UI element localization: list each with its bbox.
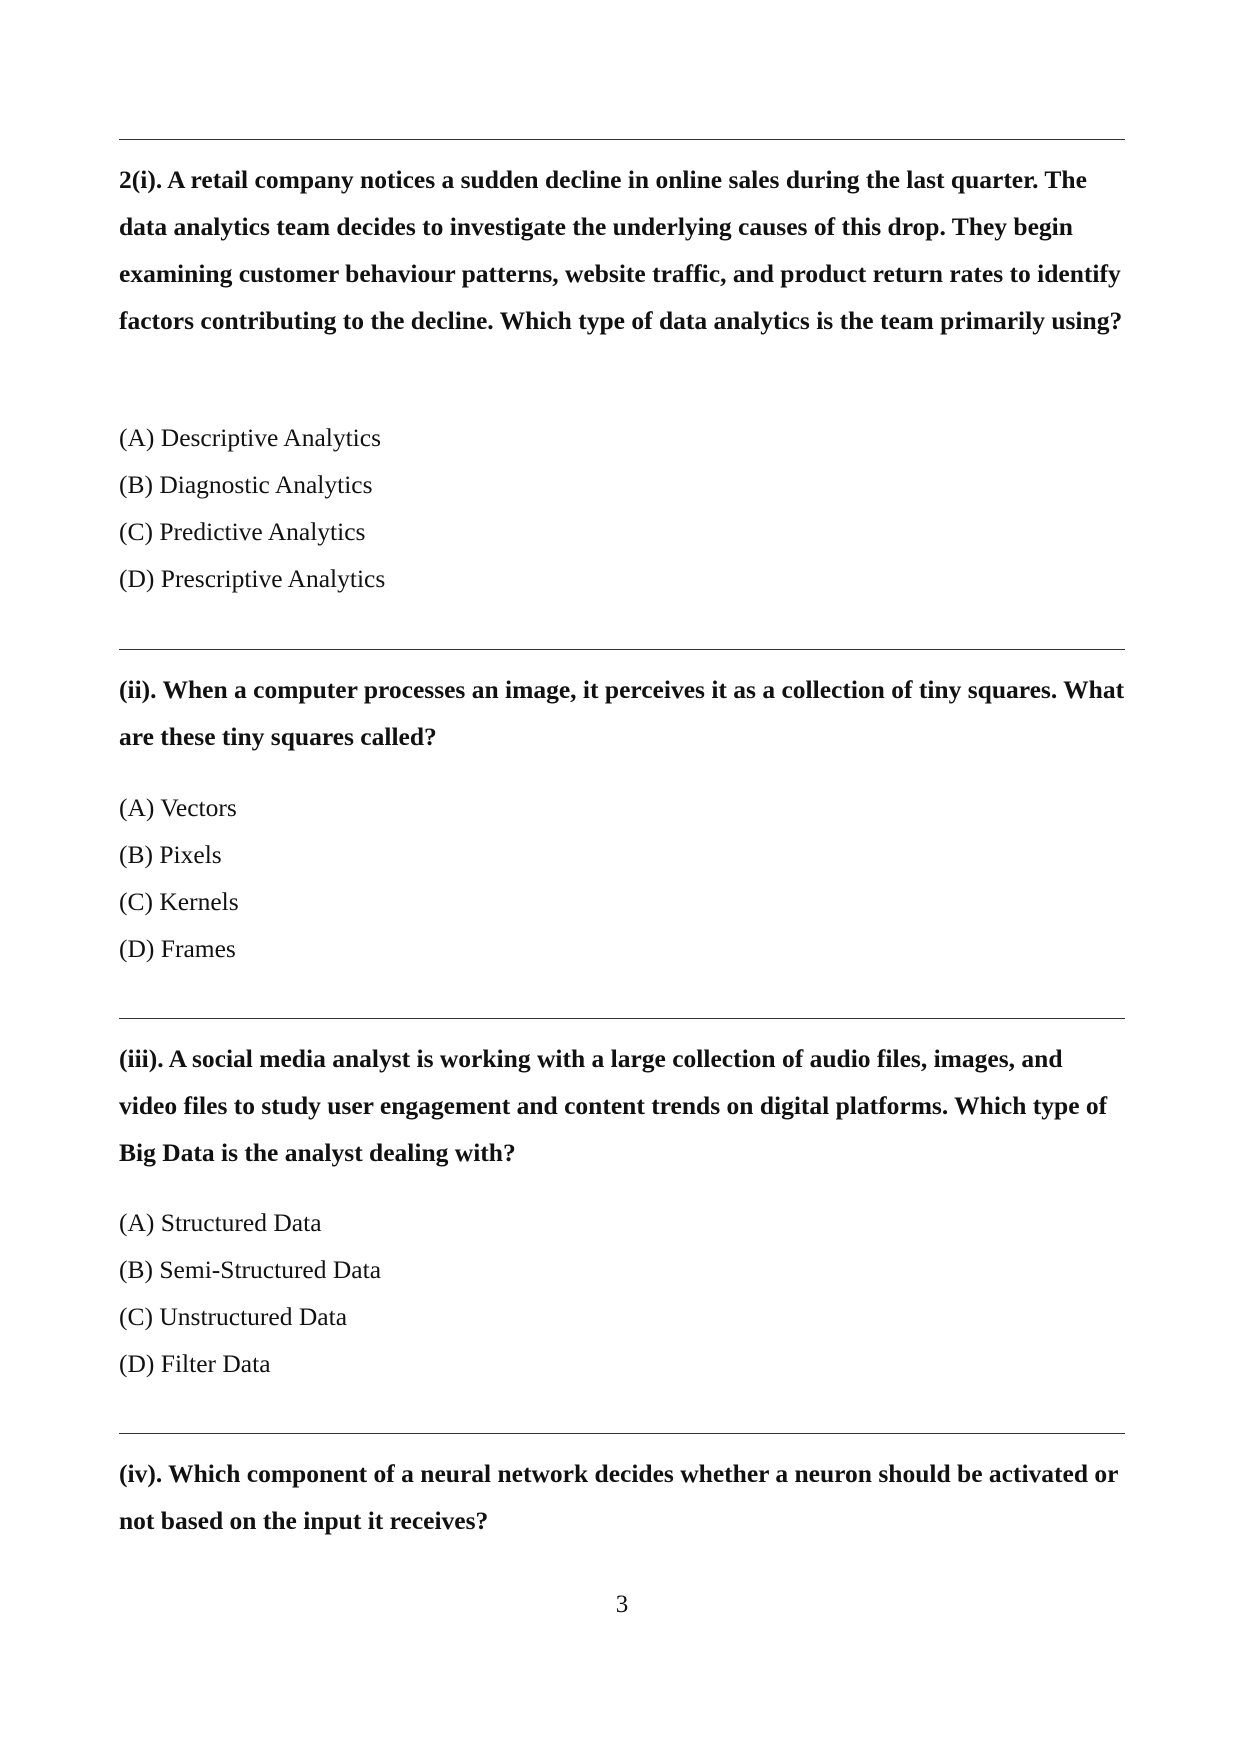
option-b: (B) Pixels bbox=[119, 840, 222, 869]
option-d: (D) Frames bbox=[119, 934, 236, 963]
option-c: (C) Unstructured Data bbox=[119, 1302, 348, 1331]
option-a: (A) Vectors bbox=[119, 793, 237, 822]
question-iii: (iii). A social media analyst is working with a large collection of audio files, images, and video files to study user engagement and content trends on digital platforms. Which type of Big Data is the analyst dealing with? bbox=[119, 1044, 1108, 1167]
question-ii: (ii). When a computer processes an image, it perceives it as a collection of tiny squares. What are these tiny squares called? bbox=[119, 675, 1125, 751]
option-d: (D) Prescriptive Analytics bbox=[119, 564, 386, 593]
exam-page bbox=[119, 0, 1125, 1754]
question-iv: (iv). Which component of a neural network decides whether a neuron should be activated or not based on the input it receives? bbox=[119, 1459, 1119, 1535]
options-2-i bbox=[119, 414, 385, 602]
question-2-i: 2(i). A retail company notices a sudden decline in online sales during the last quarter. The data analytics team decides to investigate the underlying causes of this drop. They begin examining customer behaviour patterns, website traffic, and product return rates to identify factors contributing to the decline. Which type of data analytics is the team primarily using? bbox=[119, 165, 1123, 335]
section-divider bbox=[119, 649, 1125, 650]
option-a: (A) Structured Data bbox=[119, 1208, 322, 1237]
option-c: (C) Predictive Analytics bbox=[119, 517, 366, 546]
section-divider bbox=[119, 139, 1125, 140]
option-b: (B) Diagnostic Analytics bbox=[119, 470, 373, 499]
options-ii bbox=[119, 784, 239, 972]
option-c: (C) Kernels bbox=[119, 887, 239, 916]
section-divider bbox=[119, 1018, 1125, 1019]
option-b: (B) Semi-Structured Data bbox=[119, 1255, 382, 1284]
option-a: (A) Descriptive Analytics bbox=[119, 423, 382, 452]
page-number: 3 bbox=[615, 1591, 629, 1618]
section-divider bbox=[119, 1433, 1125, 1434]
options-iii bbox=[119, 1199, 381, 1387]
option-d: (D) Filter Data bbox=[119, 1349, 271, 1378]
